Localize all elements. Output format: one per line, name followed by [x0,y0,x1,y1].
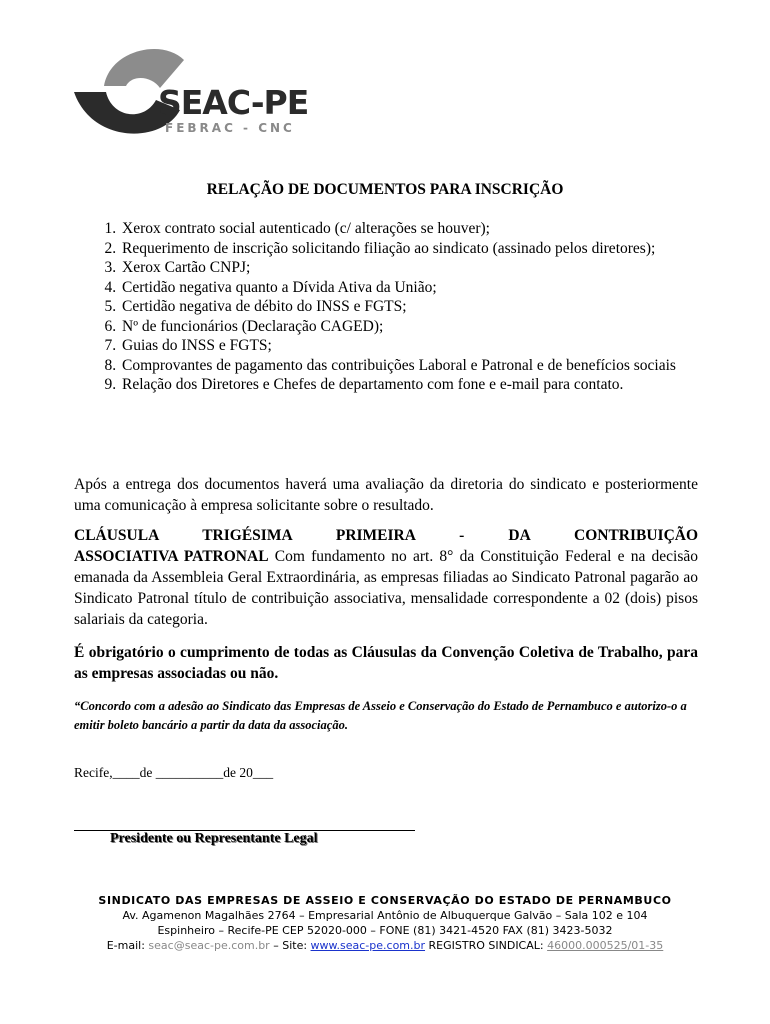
obrigatorio-paragraph: É obrigatório o cumprimento de todas as Cláusulas da Convenção Coletiva de Trabalho, para as empresas associadas ou não. [74,644,698,682]
clausula-subheading: ASSOCIATIVA PATRONAL [74,548,269,565]
page-title: RELAÇÃO DE DOCUMENTOS PARA INSCRIÇÃO [206,181,564,198]
footer-site-link[interactable]: www.seac-pe.com.br [310,939,426,952]
logo-subtitle: FEBRAC - CNC [165,121,295,135]
footer-registro-link[interactable]: 46000.000525/01-35 [547,939,664,952]
logo-name: SEAC-PE [158,83,309,122]
footer [0,893,770,953]
footer-email[interactable]: seac@seac-pe.com.br [148,939,270,952]
signature-label: Presidente ou Representante Legal [110,831,318,846]
footer-links: E-mail: seac@seac-pe.com.br – Site: www.seac-pe.com.br REGISTRO SINDICAL: 46000.000525/01-35 [106,939,664,952]
list-item: 5. Certidão negativa de débito do INSS e FGTS; [120,297,720,317]
concordo-paragraph: “Concordo com a adesão ao Sindicato das Empresas de Asseio e Conservação do Estado de Pernambuco e autorizo-o a emitir boleto bancário a partir da data da associação. [74,699,687,732]
clausula-body: Com fundamento no art. 8° da Constituição Federal e na decisão emanada da Assembleia Geral Extraordinária, as empresas filiadas ao Sindicato Patronal pagarão ao Sindicato Patronal título de contribuição associativa, mensalidade correspondente a 02 (dois) pisos salariais da categoria. [74,548,698,628]
after-delivery-paragraph: Após a entrega dos documentos haverá uma avaliação da diretoria do sindicato e posteriormente uma comunicação à empresa solicitante sobre o resultado. [74,476,698,514]
footer-address: Av. Agamenon Magalhães 2764 – Empresarial Antônio de Albuquerque Galvão – Sala 102 e 104 [122,909,648,922]
list-item: 2. Requerimento de inscrição solicitando filiação ao sindicato (assinado pelos diretores); [120,239,720,259]
list-item: 6. Nº de funcionários (Declaração CAGED); [120,317,720,337]
footer-contact: Espinheiro – Recife-PE CEP 52020-000 – FONE (81) 3421-4520 FAX (81) 3423-5032 [157,924,613,937]
list-item: 1. Xerox contrato social autenticado (c/ alterações se houver); [120,219,720,239]
documents-list [72,219,720,395]
list-item: 4. Certidão negativa quanto a Dívida Ativa da União; [120,278,720,298]
clausula-heading: CLÁUSULA TRIGÉSIMA PRIMEIRA - DA CONTRIBUIÇÃO [74,527,699,544]
list-item: 3. Xerox Cartão CNPJ; [120,258,720,278]
footer-org-name: SINDICATO DAS EMPRESAS DE ASSEIO E CONSERVAÇÃO DO ESTADO DE PERNAMBUCO [98,894,672,907]
list-item: 7. Guias do INSS e FGTS; [120,336,720,356]
date-line: Recife,____de __________de 20___ [74,765,274,780]
clausula-paragraph [74,525,698,630]
list-item: 8. Comprovantes de pagamento das contribuições Laboral e Patronal e de benefícios sociais [120,356,720,376]
list-item: 9. Relação dos Diretores e Chefes de departamento com fone e e-mail para contato. [120,375,720,395]
